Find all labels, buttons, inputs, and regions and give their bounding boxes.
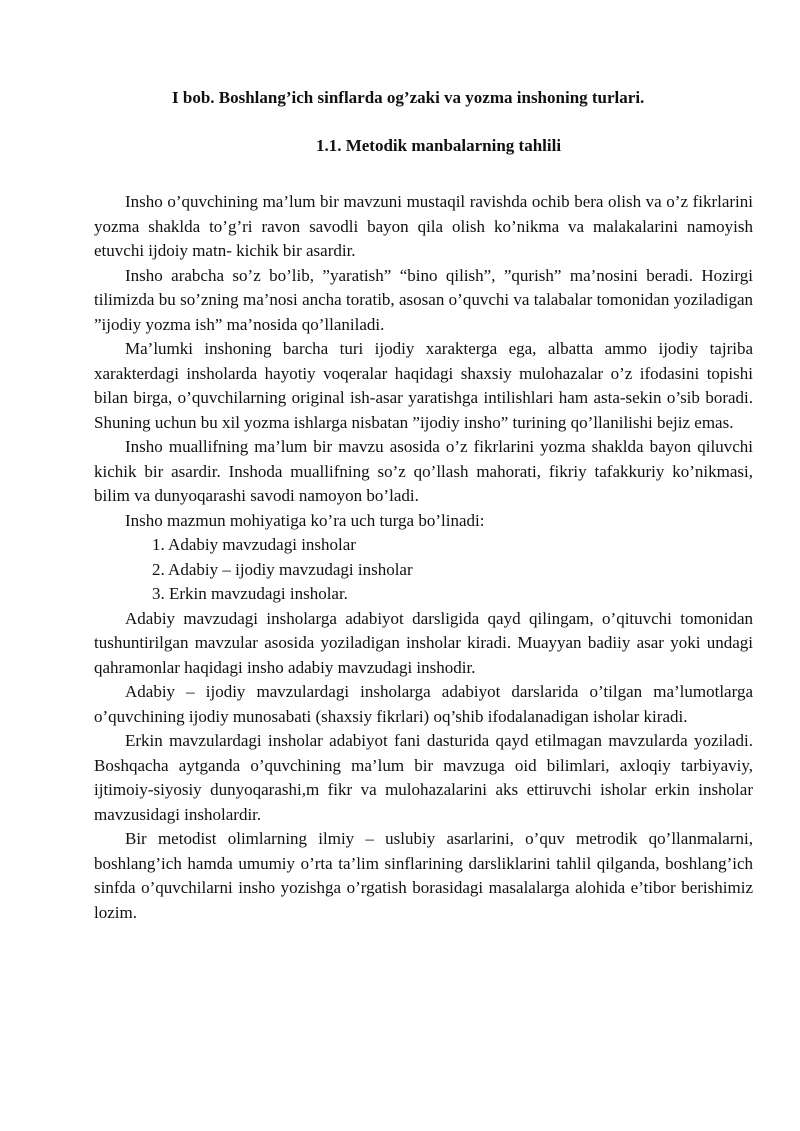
body-text <box>94 190 753 925</box>
document-page <box>94 86 753 925</box>
paragraph-author-essay: Insho muallifning ma’lum bir mavzu asosida o’z fikrlarini yozma shaklda bayon qiluvchi kichik bir asardir. Inshoda muallifning so’z qo’llash mahorati, fikriy tafakkuriy ko’nikmasi, bilim va dunyoqarashi savodi namoyon bo’ladi. <box>94 437 753 505</box>
list-item: 3. Erkin mavzudagi insholar. <box>152 584 348 603</box>
section-title: 1.1. Metodik manbalarning tahlili <box>315 136 562 155</box>
chapter-title: I bob. Boshlang’ich sinflarda og’zaki va yozma inshoning turlari. <box>172 88 645 107</box>
paragraph-types-intro: Insho mazmun mohiyatiga ko’ra uch turga bo’linadi: <box>125 510 485 530</box>
list-item: 2. Adabiy – ijodiy mavzudagi insholar <box>152 559 413 579</box>
paragraph-methodist-analysis: Bir metodist olimlarning ilmiy – uslubiy asarlarini, o’quv metrodik qo’llanmalarni, boshlang’ich hamda umumiy o’rta ta’lim sinflarining darsliklarini tahlil qilganda, boshlang’ich sinfda o’quvchilarni insho yozishga o’rgatish borasidagi masalalarga alohida e’tibor berishimiz lozim. <box>94 829 753 922</box>
paragraph-etymology: Insho arabcha so’z bo’lib, ”yaratish” “bino qilish”, ”qurish” ma’nosini beradi. Hozirgi tilimizda bu so’zning ma’nosi ancha toratib, asosan o’quvchi va talabalar tomonidan yoziladigan ”ijodiy yozma ish” ma’nosida qo’llaniladi. <box>94 265 753 334</box>
paragraph-literary-essays: Adabiy mavzudagi insholarga adabiyot darsligida qayd qilingam, o’qituvchi tomonidan tushuntirilgan mavzular asosida yoziladigan insholar kiradi. Muayyan badiiy asar yoki undagi qahramonlar haqidagi insho adabiy mavzudagi inshodir. <box>94 608 753 677</box>
list-item: 1. Adabiy mavzudagi insholar <box>152 535 356 554</box>
essay-types-list <box>94 533 753 607</box>
paragraph-free-topic-essays: Erkin mavzulardagi insholar adabiyot fani dasturida qayd etilmagan mavzularda yoziladi. Boshqacha aytganda o’quvchining ma’lum bir mavzuga oid bilimlari, axloqiy tarbiyaviy, ijtimoiy-siyosiy dunyoqarashi,m fikr va mulohazalarini aks ettiruvchi isholar erkin insholar mavzusidagi insholardir. <box>94 731 753 824</box>
paragraph-creative-character: Ma’lumki inshoning barcha turi ijodiy xarakterga ega, albatta ammo ijodiy tajriba xarakterdagi insholarda hayotiy voqeralar haqidagi shaxsiy mulohazalar o’z ifodasini topishi bilan birga, o’quvchilarning original ish-asar yaratishga intilishlari ham asta-sekin o’sib boradi. Shuning uchun bu xil yozma ishlarga nisbatan ”ijodiy insho” turining qo’llanilishi bejiz emas. <box>94 339 753 432</box>
paragraph-literary-creative-essays: Adabiy – ijodiy mavzulardagi insholarga adabiyot darslarida o’tilgan ma’lumotlarga o’quvchining ijodiy munosabati (shaxsiy fikrlari) oq’shib ifodalanadigan isholar kiradi. <box>94 682 753 726</box>
paragraph-insho-definition: Insho o’quvchining ma’lum bir mavzuni mustaqil ravishda ochib bera olish va o’z fikrlarini yozma shaklda to’g’ri ravon savodli bayon qila olish ko’nikma va malakalarini namoyish etuvchi ijdoiy matn- kichik bir asardir. <box>94 192 753 260</box>
